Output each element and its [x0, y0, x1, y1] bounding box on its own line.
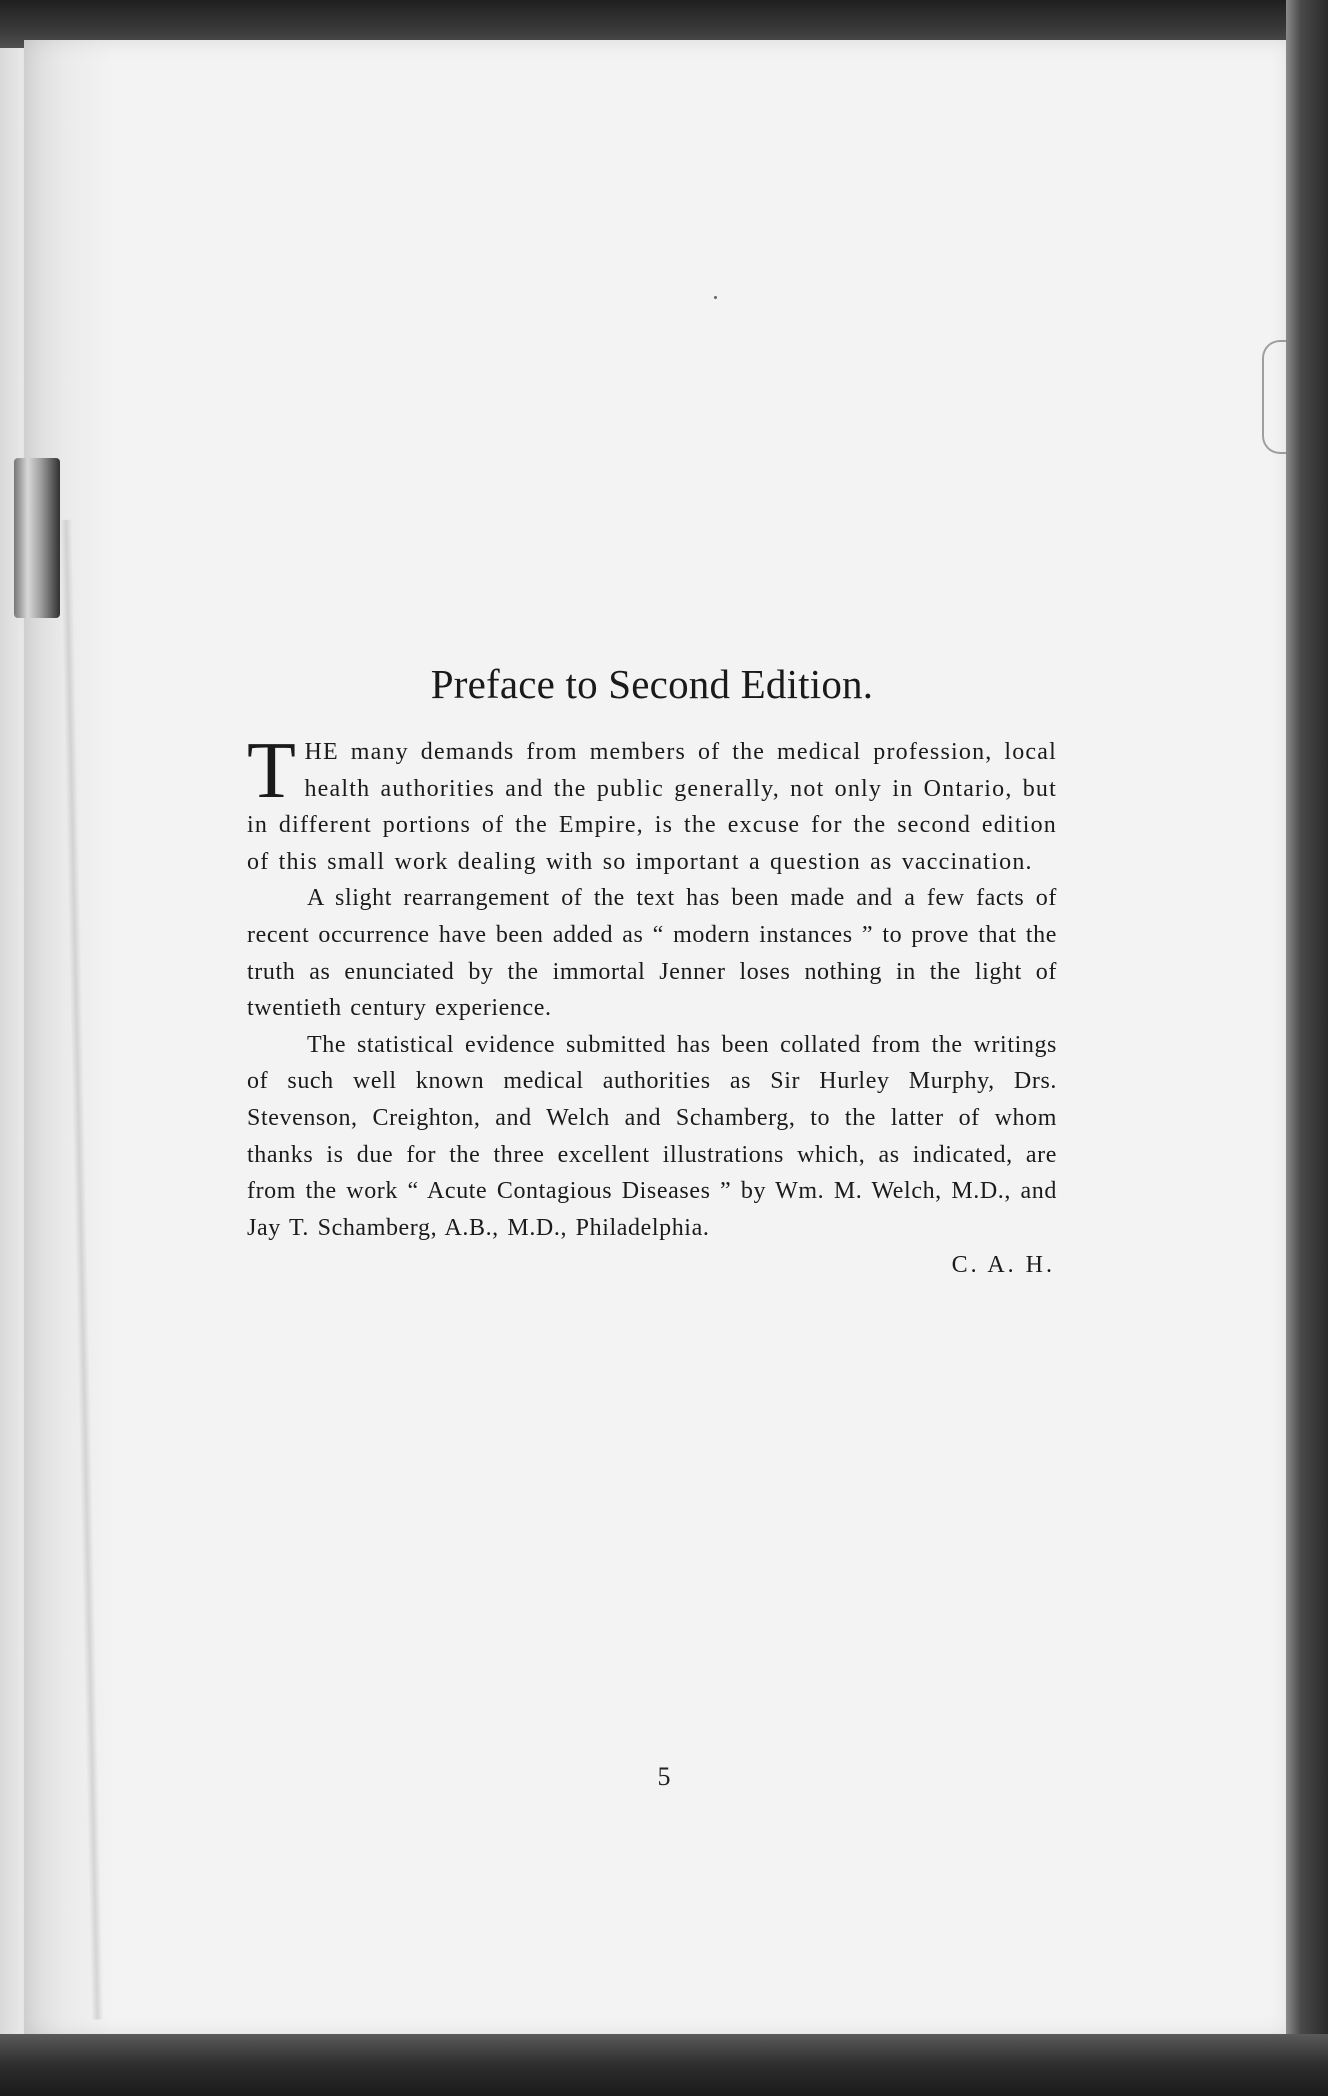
page-number: 5 [657, 1762, 671, 1791]
page-title: Preface to Second Edition. [430, 661, 874, 707]
drop-cap: T [247, 727, 297, 815]
binding-clip [14, 458, 60, 618]
paragraph-2: A slight rearrangement of the text has been made and a few facts of recent occurrence have been added as “ modern instances ” to prove that the truth as enunciated by the immortal Jenner loses nothing in the light of twentieth century experience. [247, 885, 1057, 1022]
author-initials: C. A. H. [951, 1252, 1055, 1279]
paragraph-1 [247, 727, 1057, 880]
paragraph-3: The statistical evidence submitted has been collated from the writings of such well known medical authorities as Sir Hurley Murphy, Drs. Stevenson, Creighton, and Welch and Schamberg, to the latter of whom thanks is due for the three excellent illustrations which, as indicated, are from the work “ Acute Contagious Diseases ” by Wm. M. Welch, M.D., and Jay T. Schamberg, A.B., M.D., Philadelphia. [247, 1031, 1057, 1241]
paragraph-1-text: HE many demands from members of the medical profession, local health authorities and the public generally, not only in Ontario, but in different portions of the Empire, is the excuse for the second edition of this small work dealing with so important a question as vaccination. [247, 739, 1057, 875]
book-bottom-edge [0, 2034, 1328, 2096]
paper-speck [714, 296, 717, 299]
preface-content [247, 660, 1057, 1279]
gutter-shadow [24, 40, 114, 2036]
